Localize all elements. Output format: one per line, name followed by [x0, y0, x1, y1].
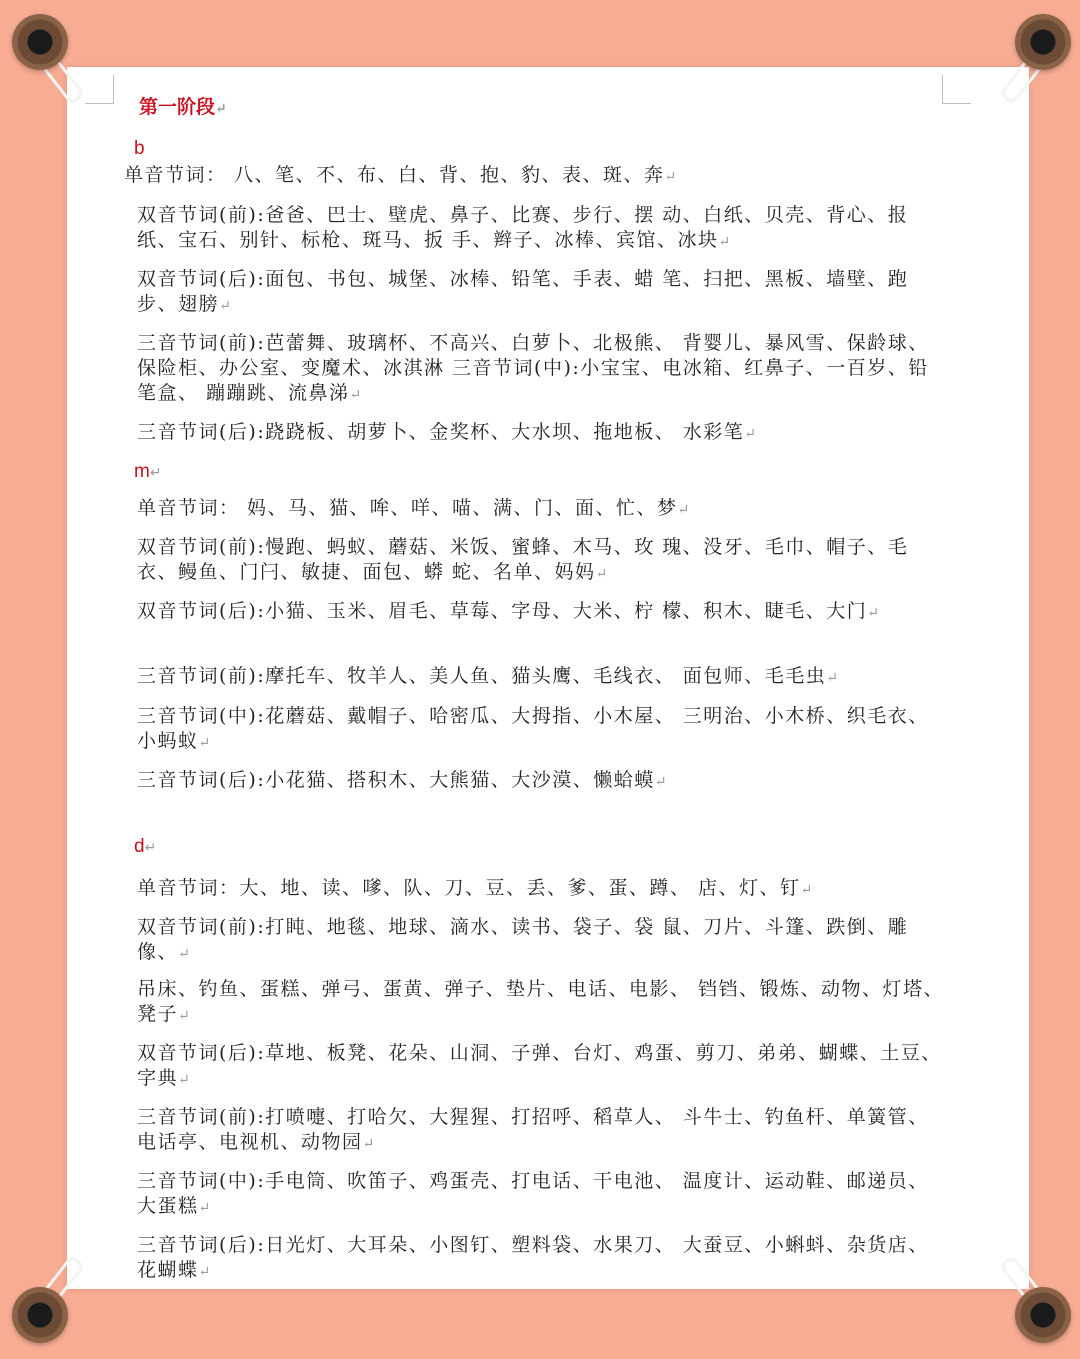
word-line: 双音节词(后):草地、板凳、花朵、山洞、子弹、台灯、鸡蛋、剪刀、弟弟、蝴蝶、土豆、字典↵	[137, 1042, 942, 1089]
pushpin-icon	[12, 1287, 68, 1343]
word-line: 三音节词(前):芭蕾舞、玻璃杯、不高兴、白萝卜、北极熊、 背婴儿、暴风雪、保龄球、保险柜、办公室、变魔术、冰淇淋 三音节词(中):小宝宝、电冰箱、红鼻子、一百岁、铅笔盒、 蹦蹦跳、流鼻涕↵	[137, 332, 929, 404]
pushpin-icon	[12, 14, 68, 70]
section-letter-m: m↵	[134, 461, 162, 482]
stage-title: 第一阶段↵	[139, 96, 227, 118]
word-line: 三音节词(中):手电筒、吹笛子、鸡蛋壳、打电话、干电池、 温度计、运动鞋、邮递员、大蛋糕↵	[137, 1170, 929, 1217]
word-line: 双音节词(后):面包、书包、城堡、冰棒、铅笔、手表、蜡 笔、扫把、黑板、墙壁、跑步、翅膀↵	[137, 268, 909, 315]
pushpin-icon	[1015, 14, 1071, 70]
word-line: 双音节词(后):小猫、玉米、眉毛、草莓、字母、大米、柠 檬、积木、睫毛、大门↵	[137, 600, 881, 622]
word-line: 三音节词(后):跷跷板、胡萝卜、金奖杯、大水坝、拖地板、 水彩笔↵	[137, 421, 758, 443]
word-line: 三音节词(后):日光灯、大耳朵、小图钉、塑料袋、水果刀、 大蚕豆、小蝌蚪、杂货店、花蝴蝶↵	[137, 1234, 929, 1281]
section-letter-b: b	[134, 138, 145, 159]
page-corner-mark	[85, 75, 114, 104]
word-line: 三音节词(后):小花猫、搭积木、大熊猫、大沙漠、懒蛤蟆↵	[137, 769, 668, 791]
word-line: 三音节词(前):摩托车、牧羊人、美人鱼、猫头鹰、毛线衣、 面包师、毛毛虫↵	[137, 665, 840, 687]
pushpin-icon	[1015, 1287, 1071, 1343]
word-line: 双音节词(前):爸爸、巴士、壁虎、鼻子、比赛、步行、摆 动、白纸、贝壳、背心、报纸、宝石、别针、标枪、斑马、扳 手、辫子、冰棒、宾馆、冰块↵	[137, 204, 909, 251]
word-line: 三音节词(中):花蘑菇、戴帽子、哈密瓜、大拇指、小木屋、 三明治、小木桥、织毛衣、小蚂蚁↵	[137, 705, 929, 752]
word-line: 三音节词(前):打喷嚏、打哈欠、大猩猩、打招呼、稻草人、 斗牛士、钓鱼杆、单簧管、电话亭、电视机、动物园↵	[137, 1106, 929, 1153]
word-line: 单音节词： 妈、马、猫、哞、咩、喵、满、门、面、忙、梦↵	[137, 497, 691, 519]
word-line: 双音节词(前):慢跑、蚂蚁、蘑菇、米饭、蜜蜂、木马、玫 瑰、没牙、毛巾、帽子、毛衣、鳗鱼、门闩、敏捷、面包、蟒 蛇、名单、妈妈↵	[137, 536, 909, 583]
word-line: 吊床、钓鱼、蛋糕、弹弓、蛋黄、弹子、垫片、电话、电影、 铛铛、锻炼、动物、灯塔、凳子↵	[137, 978, 945, 1025]
word-line: 单音节词：大、地、读、嗲、队、刀、豆、丢、爹、蛋、蹲、 店、灯、钉↵	[137, 877, 814, 899]
page-corner-mark	[942, 75, 971, 104]
word-line: 单音节词： 八、笔、不、布、白、背、抱、豹、表、斑、奔↵	[124, 164, 678, 186]
section-letter-d: d↵	[134, 836, 157, 857]
word-line: 双音节词(前):打盹、地毯、地球、滴水、读书、袋子、袋 鼠、刀片、斗篷、跌倒、雕像、↵	[137, 916, 909, 963]
paragraph-mark: ↵	[215, 101, 227, 117]
